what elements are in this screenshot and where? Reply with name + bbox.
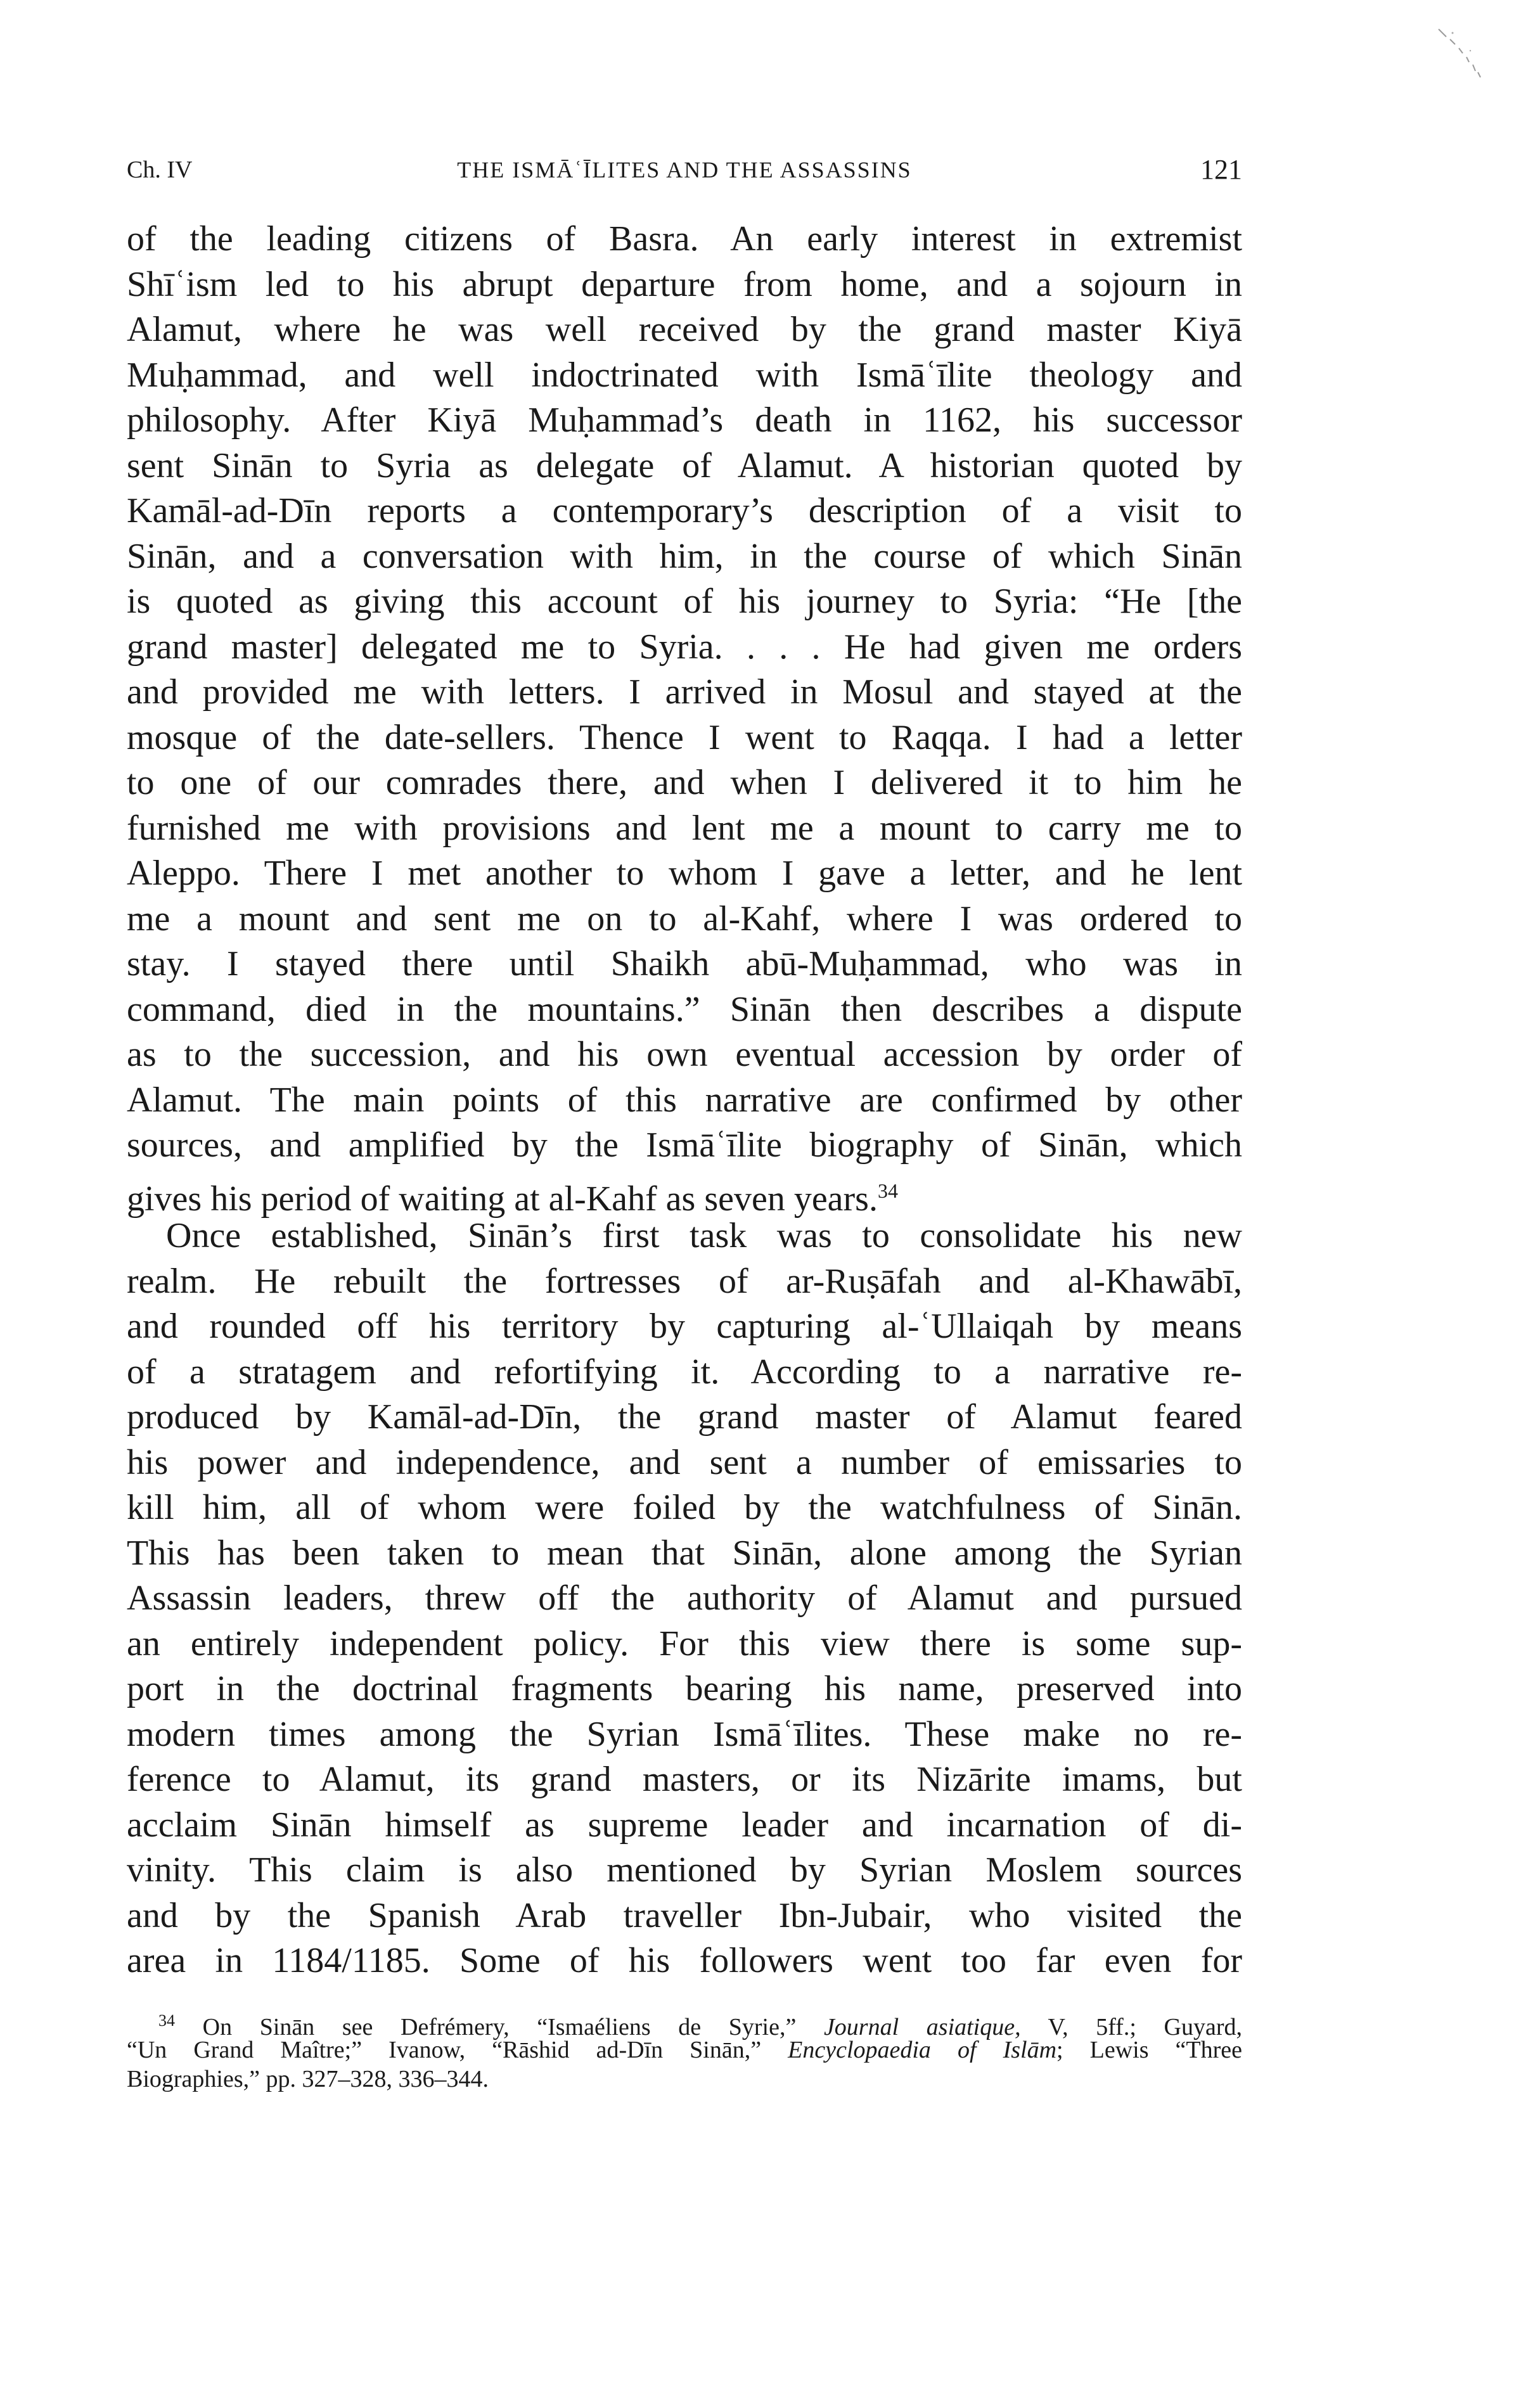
footnote-text: “Un Grand Maître;” Ivanow, “Rāshid ad-Dīn Sinān,” bbox=[127, 2037, 788, 2063]
footnote-text: V, 5ff.; Guyard, bbox=[1020, 2014, 1242, 2040]
footnote-reference[interactable]: 34 bbox=[877, 1179, 898, 1202]
text-line: grand master] delegated me to Syria. . . . He had given me orders bbox=[127, 627, 1242, 667]
text-line: Shīʿism led to his abrupt departure from home, and a sojourn in bbox=[127, 264, 1242, 304]
footnote-line bbox=[127, 2035, 1242, 2065]
text-line: philosophy. After Kiyā Muḥammad’s death in 1162, his successor bbox=[127, 400, 1242, 440]
text-line: his power and independence, and sent a number of emissaries to bbox=[127, 1442, 1242, 1482]
text-line: area in 1184/1185. Some of his followers went too far even for bbox=[127, 1941, 1242, 1980]
text-line: is quoted as giving this account of his journey to Syria: “He [the bbox=[127, 582, 1242, 621]
text-line: kill him, all of whom were foiled by the watchfulness of Sinān. bbox=[127, 1488, 1242, 1527]
text-line: Muḥammad, and well indoctrinated with Ismāʿīlite theology and bbox=[127, 355, 1242, 395]
text-line: of a stratagem and refortifying it. According to a narrative re- bbox=[127, 1352, 1242, 1392]
footnote-text: On Sinān see Defrémery, “Ismaéliens de Syrie,” bbox=[175, 2014, 824, 2040]
text-line: command, died in the mountains.” Sinān then describes a dispute bbox=[127, 989, 1242, 1029]
text-line: and provided me with letters. I arrived in Mosul and stayed at the bbox=[127, 672, 1242, 712]
text-line: stay. I stayed there until Shaikh abū-Muḥammad, who was in bbox=[127, 944, 1242, 983]
text-line: Aleppo. There I met another to whom I gave a letter, and he lent bbox=[127, 854, 1242, 893]
text-line: mosque of the date-sellers. Thence I went to Raqqa. I had a letter bbox=[127, 717, 1242, 757]
page-number: 121 bbox=[1200, 154, 1242, 185]
text-line: me a mount and sent me on to al-Kahf, where I was ordered to bbox=[127, 899, 1242, 938]
text-line: and rounded off his territory by capturing al-ʿUllaiqah by means bbox=[127, 1307, 1242, 1346]
body-text bbox=[127, 217, 1242, 1984]
running-head bbox=[127, 151, 1242, 189]
text-line: of the leading citizens of Basra. An early interest in extremist bbox=[127, 219, 1242, 259]
text-line: ference to Alamut, its grand masters, or its Nizārite imams, but bbox=[127, 1760, 1242, 1799]
text-line: realm. He rebuilt the fortresses of ar-Ruṣāfah and al-Khawābī, bbox=[127, 1261, 1242, 1301]
encyclopedia-title: Encyclopaedia of Islām bbox=[788, 2037, 1057, 2063]
text-line: Assassin leaders, threw off the authority of Alamut and pursued bbox=[127, 1579, 1242, 1618]
footnote-line bbox=[127, 2006, 1242, 2040]
paragraph-start-line: Once established, Sinān’s first task was to consolidate his new bbox=[166, 1216, 1242, 1255]
text-line: vinity. This claim is also mentioned by Syrian Moslem sources bbox=[127, 1850, 1242, 1890]
text-line: and by the Spanish Arab traveller Ibn-Jubair, who visited the bbox=[127, 1895, 1242, 1935]
scan-speck-mark bbox=[1434, 25, 1491, 82]
text-line: sent Sinān to Syria as delegate of Alamut. A historian quoted by bbox=[127, 445, 1242, 485]
chapter-label: Ch. IV bbox=[127, 157, 193, 183]
text-line: modern times among the Syrian Ismāʿīlites. These make no re- bbox=[127, 1714, 1242, 1754]
running-title: THE ISMĀʿĪLITES AND THE ASSASSINS bbox=[457, 157, 912, 183]
text-line: This has been taken to mean that Sinān, alone among the Syrian bbox=[127, 1533, 1242, 1573]
text-line: as to the succession, and his own eventual accession by order of bbox=[127, 1035, 1242, 1074]
text-line: Kamāl-ad-Dīn reports a contemporary’s description of a visit to bbox=[127, 491, 1242, 530]
text-line: port in the doctrinal fragments bearing his name, preserved into bbox=[127, 1669, 1242, 1708]
text-line: gives his period of waiting at al-Kahf as seven years. bbox=[127, 1179, 878, 1219]
journal-title: Journal asiatique, bbox=[823, 2014, 1021, 2040]
footnote-number: 34 bbox=[158, 2011, 175, 2030]
text-line: sources, and amplified by the Ismāʿīlite biography of Sinān, which bbox=[127, 1125, 1242, 1165]
text-line: furnished me with provisions and lent me a mount to carry me to bbox=[127, 808, 1242, 848]
text-line: acclaim Sinān himself as supreme leader and incarnation of di- bbox=[127, 1805, 1242, 1845]
text-line: to one of our comrades there, and when I delivered it to him he bbox=[127, 763, 1242, 802]
text-line: Alamut. The main points of this narrative are confirmed by other bbox=[127, 1080, 1242, 1120]
text-line: Alamut, where he was well received by the grand master Kiyā bbox=[127, 310, 1242, 349]
footnote bbox=[127, 2006, 1242, 2094]
paragraph-end-line bbox=[127, 1169, 1242, 1219]
footnote-text: ; Lewis “Three bbox=[1056, 2037, 1242, 2063]
text-line: an entirely independent policy. For this view there is some sup- bbox=[127, 1623, 1242, 1663]
text-line: produced by Kamāl-ad-Dīn, the grand master of Alamut feared bbox=[127, 1397, 1242, 1437]
footnote-line: Biographies,” pp. 327–328, 336–344. bbox=[127, 2066, 489, 2092]
text-line: Sinān, and a conversation with him, in the course of which Sinān bbox=[127, 536, 1242, 576]
